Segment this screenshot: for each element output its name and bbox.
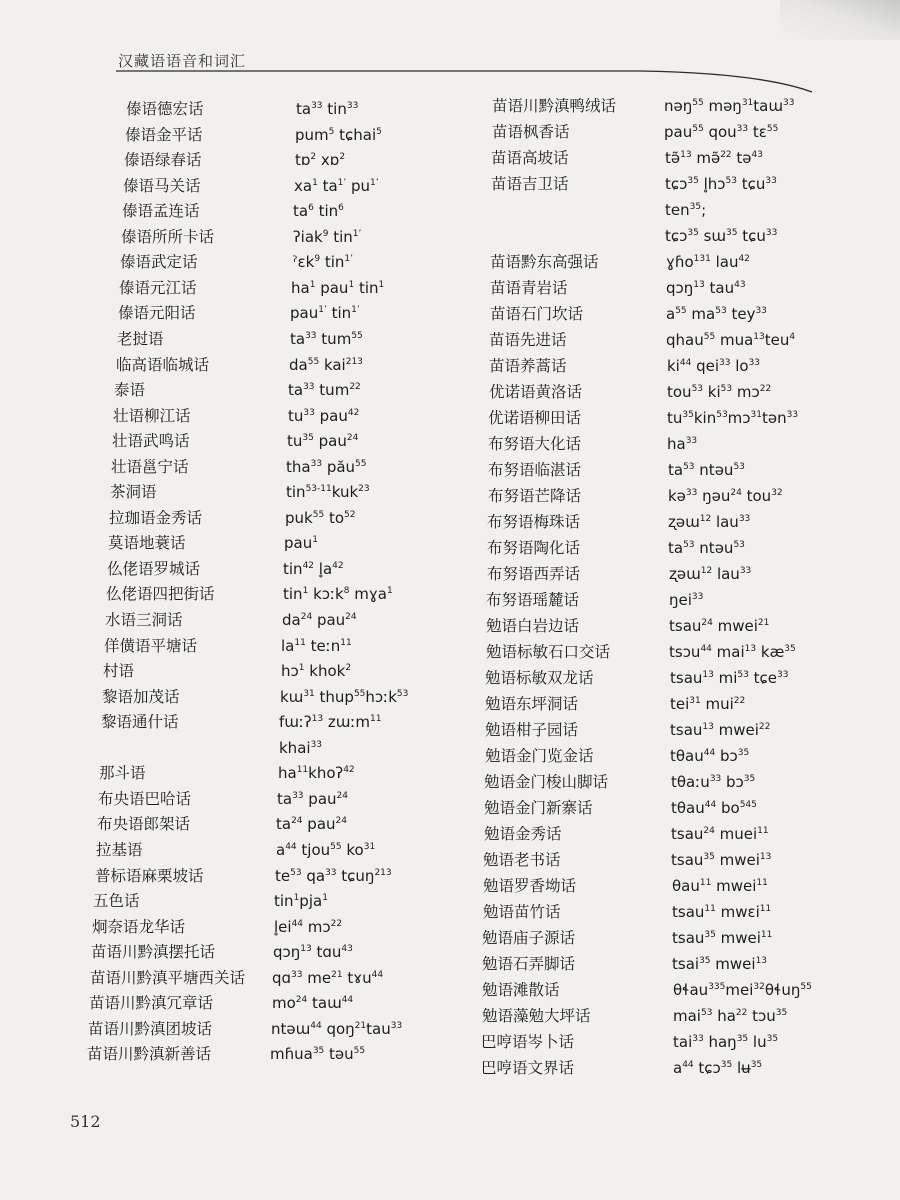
language-name: 勉语东坪洞话	[485, 695, 579, 713]
language-name: 傣语马关话	[123, 176, 201, 195]
language-name: 拉珈语金秀话	[109, 508, 203, 527]
language-name: 茶洞语	[110, 483, 157, 502]
word-form: $da^{24}$ pau$^{24}$	[282, 611, 357, 629]
word-form: qɑ$^{33}$ $me^{21}$ tɤu$^{44}$	[272, 968, 384, 987]
word-form: ntəɯ$^{44}$ qoŋ$^{21}$tau$^{33}$	[271, 1019, 403, 1038]
word-form: θɬau$^{335}$mei$^{32}$θɬuŋ$^{55}$	[673, 981, 812, 999]
word-form: qhau$^{55}$ mua$^{13}$teu$^4$	[666, 331, 796, 349]
word-form: pum$^5$ tɕhai$^5$	[295, 125, 382, 144]
word-form: ŋei$^{33}$	[669, 591, 704, 609]
word-form: $ta^{53}$ ntəu$^{53}$	[668, 461, 745, 479]
word-form: tə̃$^{13}$ mə̃$^{22}$ tə$^{43}$	[665, 149, 763, 167]
language-name: 布努语梅珠话	[487, 513, 581, 531]
language-name: 勉语石弄脚话	[482, 955, 576, 973]
language-name: 拉基语	[96, 840, 143, 859]
word-form: tsai$^{35}$ mwei$^{13}$	[672, 955, 768, 973]
language-name: 苗语川黔滇平塘西关话	[90, 968, 246, 987]
language-name: 苗语吉卫话	[491, 175, 569, 193]
word-form: tθaːu$^{33}$ bɔ$^{35}$	[671, 773, 756, 791]
language-name: 壮语武鸣话	[112, 432, 190, 451]
language-name: 苗语先进话	[489, 331, 567, 349]
word-form: $da^{55}$ kai$^{213}$	[289, 355, 363, 374]
language-name: 傣语元江话	[119, 278, 197, 297]
word-form: tsau$^{13}$ $mi^{53}$ tɕe$^{33}$	[670, 669, 789, 687]
word-form: $l̥ei^{44}$ mɔ$^{22}$	[274, 917, 343, 936]
word-form: $ta^{24}$ pau$^{24}$	[276, 815, 347, 834]
word-form: tsau$^{35}$ mwei$^{11}$	[672, 929, 773, 947]
word-form: tθau$^{44}$ $bo^{545}$	[671, 799, 757, 817]
language-name: 勉语金门梭山脚话	[484, 773, 609, 791]
word-form: ˀɛk$^9$ tin$^{1ʼ}$	[292, 253, 353, 272]
language-name: 临高语临城话	[116, 355, 210, 374]
language-name: 仫佬语罗城话	[107, 559, 201, 578]
word-form: tɒ$^2$ xɒ$^2$	[295, 151, 346, 170]
language-name: 傣语德宏话	[126, 100, 204, 118]
word-form: pau$^1$	[284, 534, 318, 553]
language-name: 苗语养蒿话	[489, 357, 567, 375]
language-name: 勉语庙子源话	[482, 929, 576, 947]
language-name: 苗语石门坎话	[490, 305, 584, 323]
page-number: 512	[70, 1112, 101, 1131]
word-form: $xa^1$ $ta^{1ʼ}$ $pu^{1ʼ}$	[294, 176, 379, 195]
word-form: ʔiak$^9$ tin$^{1ʼ}$	[293, 227, 362, 246]
word-form: tin$^1$pja$^1$	[274, 892, 328, 911]
word-form: $a^{44}$ tɕɔ$^{35}$ lʉ$^{35}$	[673, 1059, 763, 1077]
word-form: tɕɔ$^{35}$ sɯ$^{35}$ tɕu$^{33}$	[665, 227, 778, 245]
language-name: 勉语滩散话	[482, 981, 560, 999]
word-form: ten$^{35}$;	[665, 201, 707, 219]
language-name: 苗语川黔滇鸭绒话	[492, 97, 617, 115]
word-form: tsau$^{13}$ mwei$^{22}$	[670, 721, 771, 739]
language-name: 泰语	[114, 381, 146, 400]
language-name: 布努语芒降话	[488, 487, 582, 505]
language-name: 勉语标敏双龙话	[485, 669, 594, 687]
word-form: tha$^{33}$ pău$^{55}$	[286, 457, 367, 476]
language-name: 苗语高坡话	[491, 149, 569, 167]
language-name: 勉语金门新寨话	[484, 799, 593, 817]
language-name: 傣语绿春话	[124, 151, 202, 170]
language-name: 炯奈语龙华话	[92, 917, 186, 936]
word-form: $ta^{33}$ pau$^{24}$	[277, 789, 348, 808]
word-form: $la^{11}$ teːn$^{11}$	[281, 636, 352, 655]
language-name: 勉语白岩边话	[486, 617, 580, 635]
language-name: 佯僙语平塘话	[104, 636, 198, 655]
word-form: nəŋ$^{55}$ məŋ$^{31}$taɯ$^{33}$	[664, 97, 795, 115]
word-form: tin$^{53-11}$kuk$^{23}$	[286, 483, 370, 502]
language-name: 苗语川黔滇团坡话	[88, 1019, 213, 1038]
language-name: 布努语临湛话	[488, 461, 582, 479]
word-form: tsau$^{24}$ muei$^{11}$	[671, 825, 769, 843]
word-form: pau$^{55}$ qou$^{33}$ tɛ$^{55}$	[664, 123, 779, 141]
word-form: tsau$^{35}$ mwei$^{13}$	[671, 851, 772, 869]
language-name: 苗语川黔滇冗章话	[89, 994, 214, 1013]
word-form: tei$^{31}$ mui$^{22}$	[670, 695, 746, 713]
word-form: hɔ$^1$ khok$^2$	[281, 662, 352, 681]
language-name: 傣语武定话	[120, 253, 198, 272]
language-name: 傣语元阳话	[118, 304, 196, 323]
language-name: 仫佬语四把街话	[106, 585, 215, 604]
word-form: tsau$^{11}$ mwɛi$^{11}$	[672, 903, 772, 921]
word-form: fɯːʔ$^{13}$ zɯːm$^{11}$	[279, 713, 382, 732]
word-form: $ta^{33}$ tum$^{22}$	[288, 381, 361, 400]
word-form: $ta^{33}$ tum$^{55}$	[290, 329, 363, 348]
language-name: 勉语罗香坳话	[483, 877, 577, 895]
word-form: kɯ$^{31}$ thup$^{55}$hɔːk$^{53}$	[280, 687, 409, 706]
word-form: $ta^6$ tin$^6$	[293, 202, 344, 221]
language-name: 莫语地蓑话	[108, 534, 186, 553]
word-form: tsɔu$^{44}$ mai$^{13}$ $kæ^{35}$	[669, 643, 796, 661]
word-form: $tu^{35}$ pau$^{24}$	[287, 432, 359, 451]
language-name: 苗语川黔滇摆托话	[91, 943, 216, 962]
language-name: 勉语苗竹话	[483, 903, 561, 921]
word-form: pau$^{1ʼ}$ tin$^{1ʼ}$	[290, 304, 360, 323]
language-name: 勉语金秀话	[484, 825, 562, 843]
language-name: 黎语加茂话	[102, 687, 180, 706]
word-form: $tu^{33}$ pau$^{42}$	[288, 406, 360, 425]
language-name: 苗语川黔滇新善话	[87, 1045, 212, 1064]
word-form: $tu^{35}kin^{53}mɔ^{31}tən^{33}$	[667, 409, 799, 427]
word-form: θau$^{11}$ mwei$^{11}$	[672, 877, 768, 895]
word-form: $ha^1$ pau$^1$ tin$^1$	[291, 278, 385, 297]
word-form: $ha^{11}khoʔ^{42}$	[278, 764, 355, 783]
word-form: tsau$^{24}$ mwei$^{21}$	[669, 617, 770, 635]
word-form: tin$^{42}$ $l̥a^{42}$	[283, 559, 344, 578]
word-form: mai$^{53}$ $ha^{22}$ tɔu$^{35}$	[673, 1007, 788, 1025]
language-name: 傣语孟连话	[122, 202, 200, 221]
language-name: 苗语青岩话	[490, 279, 568, 297]
language-name: 黎语通什话	[101, 713, 179, 732]
language-name: 水语三洞话	[105, 611, 183, 629]
language-name: 优诺语黄洛话	[489, 383, 583, 401]
word-form: qɔŋ$^{13}$ tɑu$^{43}$	[273, 943, 353, 962]
running-header: 汉藏语语音和词汇	[118, 52, 247, 70]
language-name: 壮语邕宁话	[111, 457, 189, 476]
language-name: 村语	[103, 662, 135, 681]
language-name: 布央语巴哈话	[98, 789, 192, 808]
word-form: tin$^1$ kɔːk$^8$ mɣa$^1$	[283, 585, 393, 604]
language-name: 巴哼语岑卜话	[481, 1033, 575, 1051]
word-form: $a^{44}$ tjou$^{55}$ $ko^{31}$	[276, 840, 376, 859]
language-name: 布努语西弄话	[487, 565, 581, 583]
word-form: kə$^{33}$ ŋəu$^{24}$ tou$^{32}$	[668, 487, 783, 505]
word-form: $ki^{44}$ qei$^{33}$ $lo^{33}$	[667, 357, 761, 375]
language-name: 苗语枫香话	[492, 123, 570, 141]
language-name: 苗语黔东高强话	[490, 253, 599, 271]
language-name: 勉语老书话	[483, 851, 561, 869]
language-name: 老挝语	[117, 329, 164, 348]
language-name: 布努语陶化话	[487, 539, 581, 557]
word-form: $a^{55}$ $ma^{53}$ tey$^{33}$	[666, 305, 767, 323]
language-name: 布努语瑶麓话	[486, 591, 580, 609]
word-form: khai$^{33}$	[279, 738, 323, 757]
language-name: 布努语大化话	[488, 435, 582, 453]
language-name: 勉语柑子园话	[485, 721, 579, 739]
language-name: 普标语麻栗坡话	[95, 866, 204, 885]
word-form: ʐəɯ$^{12}$ lau$^{33}$	[668, 513, 751, 531]
language-name: 巴哼语文界话	[481, 1059, 575, 1077]
language-name: 壮语柳江话	[113, 406, 191, 425]
language-name: 布央语郎架话	[97, 815, 191, 834]
word-form: qɔŋ$^{13}$ tau$^{43}$	[666, 279, 746, 297]
language-name: 五色话	[93, 892, 140, 911]
language-name: 傣语所所卡话	[121, 227, 215, 246]
word-form: tɕɔ$^{35}$ l̥hɔ$^{53}$ tɕu$^{33}$	[665, 175, 777, 193]
word-form: $mo^{24}$ taɯ$^{44}$	[272, 994, 354, 1013]
word-form: $ha^{33}$	[667, 435, 698, 453]
word-form: tou$^{53}$ $ki^{53}$ mɔ$^{22}$	[667, 383, 772, 401]
language-name: 傣语金平话	[125, 125, 203, 144]
language-name: 勉语藻勉大坪话	[482, 1007, 591, 1025]
language-name: 勉语金门览金话	[485, 747, 594, 765]
language-name: 勉语标敏石口交话	[486, 643, 611, 661]
word-form: tai$^{33}$ haŋ$^{35}$ $lu^{35}$	[673, 1033, 779, 1051]
word-form: $ta^{33}$ tin$^{33}$	[296, 100, 359, 118]
language-name: 优诺语柳田话	[488, 409, 582, 427]
word-form: $ta^{53}$ ntəu$^{53}$	[668, 539, 745, 557]
word-form: ʐəɯ$^{12}$ lau$^{33}$	[669, 565, 752, 583]
word-form: $te^{53}$ $qa^{33}$ tɕuŋ$^{213}$	[275, 866, 392, 885]
word-form: tθau$^{44}$ bɔ$^{35}$	[670, 747, 750, 765]
language-name: 那斗语	[99, 764, 146, 783]
word-form: mɦua$^{35}$ təu$^{55}$	[270, 1045, 366, 1064]
word-form: puk$^{55}$ $to^{52}$	[285, 508, 356, 527]
word-form: ɣɦo$^{131}$ lau$^{42}$	[666, 253, 750, 271]
